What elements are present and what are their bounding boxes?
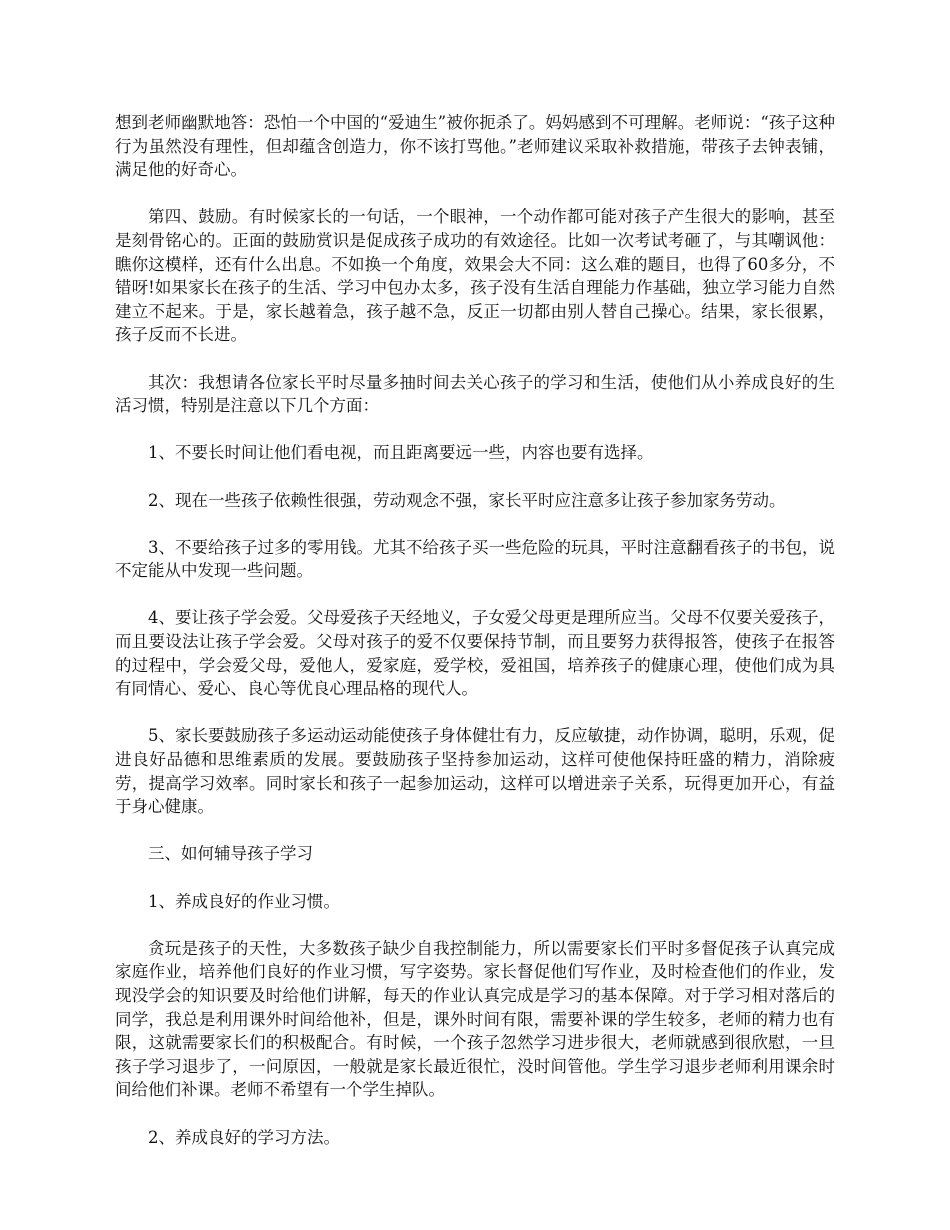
paragraph-2: 第四、鼓励。有时候家长的一句话，一个眼神，一个动作都可能对孩子产生很大的影响，甚至是刻骨铭心的。正面的鼓励赏识是促成孩子成功的有效途径。比如一次考试考砸了，与其嘲讽他：瞧你这模样，还有什么出息。不如换一个角度，效果会大不同：这么难的题目，也得了60多分，不错呀!如果家长在孩子的生活、学习中包办太多，孩子没有生活自理能力作基础，独立学习能力自然建立不起来。于是，家长越着急，孩子越不急，反正一切都由别人替自己操心。结果，家长很累，孩子反而不长进。 <box>115 207 835 345</box>
paragraph-1: 想到老师幽默地答：恐怕一个中国的“爱迪生”被你扼杀了。妈妈感到不可理解。老师说：“孩子这种行为虽然没有理性，但却蕴含创造力，你不该打骂他。”老师建议采取补救措施，带孩子去钟表铺，满足他的好奇心。 <box>115 113 835 180</box>
paragraph-8: 5、家长要鼓励孩子多运动运动能使孩子身体健壮有力，反应敏捷，动作协调，聪明，乐观，促进良好品德和思维素质的发展。要鼓励孩子坚持参加运动，这样可使他保持旺盛的精力，消除疲劳，提高学习效率。同时家长和孩子一起参加运动，这样可以增进亲子关系，玩得更加开心，有益于身心健康。 <box>115 726 835 817</box>
subheading-2: 2、养成良好的学习方法。 <box>148 1127 340 1147</box>
paragraph-6: 3、不要给孩子过多的零用钱。尤其不给孩子买一些危险的玩具，平时注意翻看孩子的书包，说不定能从中发现一些问题。 <box>115 537 835 581</box>
paragraph-3: 其次：我想请各位家长平时尽量多抽时间去关心孩子的学习和生活，使他们从小养成良好的生活习惯，特别是注意以下几个方面： <box>115 372 835 416</box>
paragraph-5: 2、现在一些孩子依赖性很强，劳动观念不强，家长平时应注意多让孩子参加家务劳动。 <box>148 490 786 510</box>
section-heading: 三、如何辅导孩子学习 <box>148 844 313 864</box>
document-page <box>115 111 835 1173</box>
paragraph-11: 贪玩是孩子的天性，大多数孩子缺少自我控制能力，所以需要家长们平时多督促孩子认真完成家庭作业，培养他们良好的作业习惯，写字姿势。家长督促他们写作业，及时检查他们的作业，发现没学会的知识要及时给他们讲解，每天的作业认真完成是学习的基本保障。对于学习相对落后的同学，我总是利用课外时间给他补，但是，课外时间有限，需要补课的学生较多，老师的精力也有限，这就需要家长们的积极配合。有时候，一个孩子忽然学习进步很大，老师就感到很欣慰，一旦孩子学习退步了，一问原因，一般就是家长最近很忙，没时间管他。学生学习退步老师利用课余时间给他们补课。老师不希望有一个学生掉队。 <box>115 938 835 1100</box>
paragraph-4: 1、不要长时间让他们看电视，而且距离要远一些，内容也要有选择。 <box>148 443 654 463</box>
subheading-1: 1、养成良好的作业习惯。 <box>148 891 340 911</box>
paragraph-7: 4、要让孩子学会爱。父母爱孩子天经地义，子女爱父母更是理所应当。父母不仅要关爱孩子，而且要设法让孩子学会爱。父母对孩子的爱不仅要保持节制，而且要努力获得报答，使孩子在报答的过程中，学会爱父母，爱他人，爱家庭，爱学校，爱祖国，培养孩子的健康心理，使他们成为具有同情心、爱心、良心等优良心理品格的现代人。 <box>115 608 835 699</box>
